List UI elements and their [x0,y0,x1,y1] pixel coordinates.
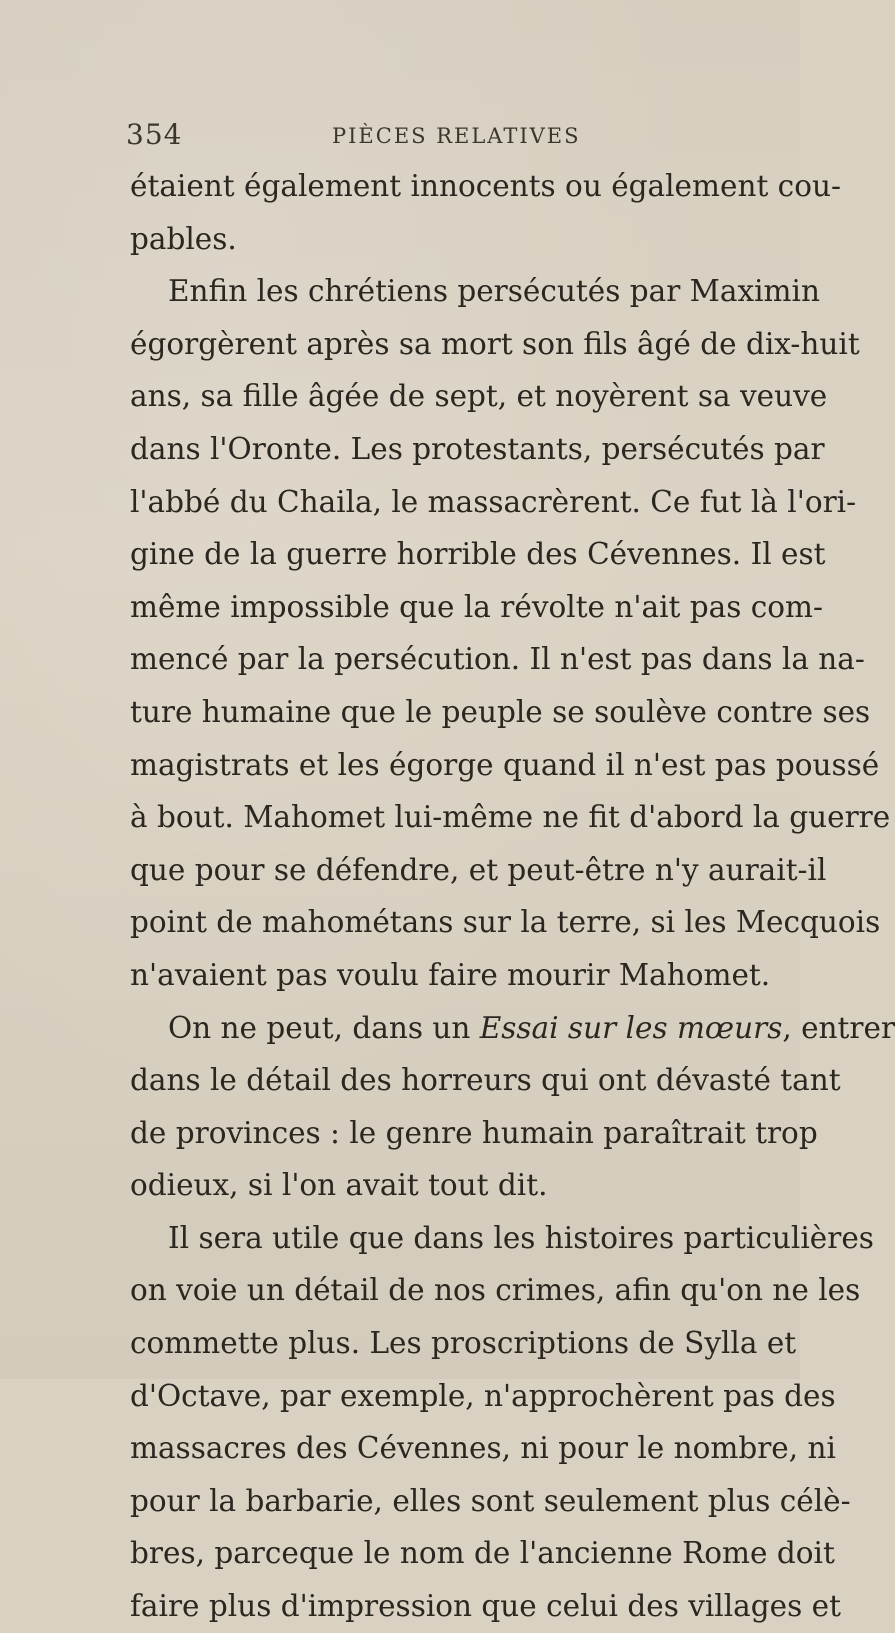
text-line: on voie un détail de nos crimes, afin qu'on ne les [130,1273,861,1308]
text-line: odieux, si l'on avait tout dit. [130,1168,548,1203]
text-line: étaient également innocents ou également cou- [130,169,841,203]
text-line: l'abbé du Chaila, le massacrèrent. Ce fut là l'ori- [130,484,857,519]
text-line: de provinces : le genre humain paraîtrait trop [130,1115,818,1150]
text-line: que pour se défendre, et peut-être n'y aurait-il [130,852,827,887]
page-header [126,118,746,158]
text-line: n'avaient pas voulu faire mourir Mahomet. [130,957,771,992]
running-head: PIÈCES RELATIVES [332,124,581,148]
text-fragment: On ne peut, dans un [168,1010,480,1045]
text-line: Enfin les chrétiens persécutés par Maximin [168,274,820,309]
text-line: dans le détail des horreurs qui ont dévasté tant [130,1063,841,1098]
italic-book-title: Essai sur les mœurs [479,1010,783,1045]
text-line: point de mahométans sur la terre, si les Mecquois [130,905,881,940]
text-line: ans, sa fille âgée de sept, et noyèrent sa veuve [130,379,828,414]
text-line: d'Octave, par exemple, n'approchèrent pas des [130,1378,836,1413]
text-line: gine de la guerre horrible des Cévennes. Il est [130,537,826,572]
text-line: ture humaine que le peuple se soulève contre ses [130,694,871,729]
text-line: dans l'Oronte. Les protestants, persécutés par [130,431,825,466]
page-number: 354 [126,118,183,151]
text-line-with-italic [130,1002,895,1055]
text-line: massacres des Cévennes, ni pour le nombre, ni [130,1431,836,1466]
text-line: magistrats et les égorge quand il n'est pas poussé [130,747,880,782]
text-fragment: , entrer [782,1010,895,1045]
text-line: pables. [130,221,237,256]
text-line: bres, parceque le nom de l'ancienne Rome doit [130,1536,835,1571]
text-line: Il sera utile que dans les histoires particulières [168,1220,874,1255]
text-line: à bout. Mahomet lui-même ne fit d'abord la guerre [130,800,891,835]
body-text [130,160,895,1633]
text-line: faire plus d'impression que celui des villages et [130,1589,841,1624]
text-line: commette plus. Les proscriptions de Sylla et [130,1326,797,1361]
text-line: même impossible que la révolte n'ait pas com- [130,589,823,624]
text-line: pour la barbarie, elles sont seulement plus célè- [130,1483,851,1518]
text-line: égorgèrent après sa mort son fils âgé de dix-huit [130,326,860,361]
text-line: mencé par la persécution. Il n'est pas dans la na- [130,642,865,677]
